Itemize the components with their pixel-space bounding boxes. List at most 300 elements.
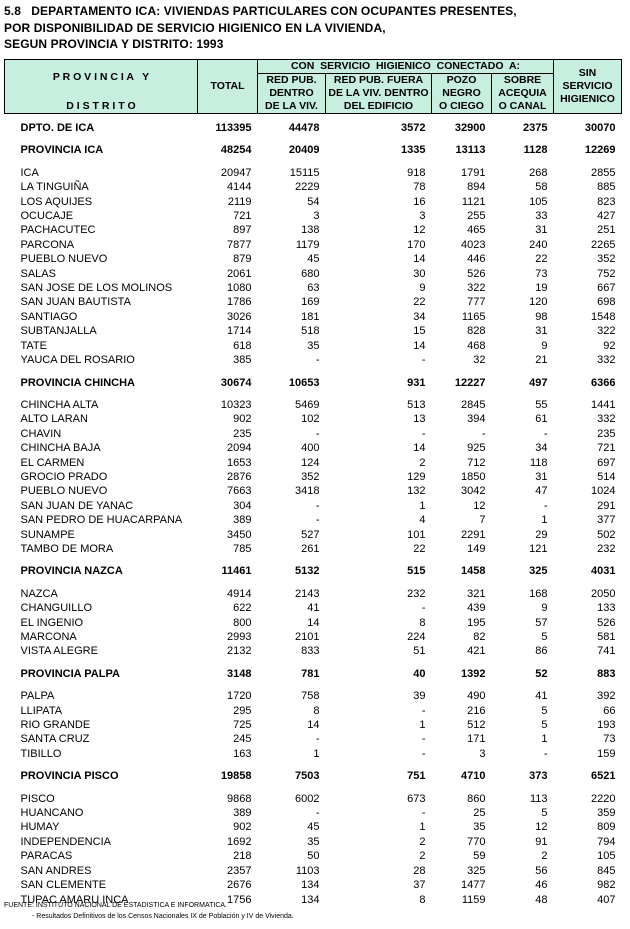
row-value: 30070 — [584, 122, 616, 134]
table-row — [5, 601, 622, 615]
row-value: 800 — [233, 616, 252, 629]
row-value: 497 — [529, 376, 548, 389]
header-red-pub-fuera: RED PUB. FUERA DE LA VIV. DENTRO DEL EDIFICIO — [326, 74, 432, 114]
row-value: - — [421, 354, 426, 367]
row-value: 105 — [597, 850, 616, 863]
row-value: 46 — [535, 879, 548, 892]
row-value: 2 — [541, 850, 548, 863]
row-value: 322 — [597, 325, 616, 338]
row-value: 1128 — [523, 144, 548, 157]
table-row — [5, 484, 622, 498]
row-value: 828 — [467, 325, 486, 338]
row-name: PALPA — [20, 690, 55, 703]
footer — [4, 900, 294, 922]
row-value: 697 — [597, 456, 616, 469]
row-value: 833 — [301, 645, 320, 658]
row-value: 5 — [541, 807, 548, 820]
row-value: 54 — [307, 195, 320, 208]
row-value: 3026 — [227, 310, 252, 323]
row-value: 1 — [313, 747, 320, 760]
row-value: 41 — [535, 690, 548, 703]
row-value: 16 — [413, 195, 426, 208]
row-value: 1720 — [227, 690, 252, 703]
row-value: 502 — [597, 528, 616, 541]
row-spacer — [5, 579, 622, 587]
row-value: 721 — [233, 210, 252, 223]
row-value: 19 — [535, 282, 548, 295]
row-value: - — [421, 807, 426, 820]
row-value: 4710 — [461, 770, 486, 783]
row-value: - — [421, 733, 426, 746]
row-name: SAN CLEMENTE — [20, 879, 107, 892]
row-value: 1 — [541, 733, 548, 746]
table-row — [5, 238, 622, 252]
row-value: 216 — [467, 704, 486, 717]
row-value: 902 — [233, 413, 252, 426]
table-row — [5, 528, 622, 542]
row-value: 129 — [407, 470, 426, 483]
row-name: PACHACUTEC — [20, 224, 96, 237]
row-value: 48254 — [220, 144, 252, 157]
row-value: 8 — [313, 704, 320, 717]
row-value: 14 — [413, 442, 426, 455]
row-value: 15115 — [289, 166, 320, 179]
row-value: 322 — [467, 282, 486, 295]
table-row — [5, 456, 622, 470]
row-name: TIBILLO — [20, 747, 62, 760]
row-value: - — [315, 354, 320, 367]
row-value: 845 — [597, 864, 616, 877]
row-value: 918 — [407, 166, 426, 179]
row-value: 232 — [407, 587, 426, 600]
row-value: 120 — [529, 296, 548, 309]
row-value: 512 — [467, 719, 486, 732]
row-value: 3572 — [401, 122, 426, 134]
row-value: 52 — [535, 667, 548, 680]
row-name: PUEBLO NUEVO — [20, 253, 108, 266]
row-value: 304 — [233, 499, 252, 512]
row-value: 2143 — [295, 587, 320, 600]
row-value: 400 — [301, 442, 320, 455]
row-value: 138 — [301, 224, 320, 237]
table-row — [5, 835, 622, 849]
row-value: 1165 — [461, 310, 486, 323]
row-value: 44478 — [288, 122, 320, 134]
row-value: 291 — [597, 499, 616, 512]
row-value: 132 — [407, 485, 426, 498]
table-row — [5, 820, 622, 834]
row-value: 35 — [307, 339, 320, 352]
row-value: 224 — [407, 631, 426, 643]
row-value: 11461 — [221, 565, 252, 578]
row-value: 1335 — [401, 144, 426, 157]
row-value: 32900 — [454, 122, 486, 134]
row-value: 1121 — [461, 195, 486, 208]
row-value: 45 — [307, 253, 320, 266]
row-value: 2094 — [227, 442, 252, 455]
row-value: 235 — [597, 427, 616, 440]
row-value: 515 — [407, 565, 426, 578]
row-value: 4023 — [461, 238, 486, 251]
row-value: 7503 — [295, 770, 320, 783]
row-value: 2993 — [227, 631, 252, 643]
table-row — [5, 849, 622, 863]
row-value: 2265 — [591, 238, 616, 251]
row-value: 181 — [301, 310, 320, 323]
row-value: 698 — [597, 296, 616, 309]
row-value: 8 — [419, 893, 426, 906]
row-value: 2 — [419, 850, 426, 863]
row-value: 673 — [407, 792, 426, 805]
row-value: 1103 — [295, 864, 320, 877]
row-value: 1756 — [227, 893, 252, 906]
row-name: CHANGUILLO — [20, 602, 93, 615]
row-value: 741 — [597, 645, 616, 658]
row-spacer — [5, 368, 622, 376]
row-value: 134 — [301, 879, 320, 892]
row-name: CHINCHA BAJA — [20, 442, 101, 455]
row-value: 30 — [413, 267, 426, 280]
row-value: 7663 — [227, 485, 252, 498]
row-value: 29 — [535, 528, 548, 541]
row-spacer — [5, 135, 622, 143]
table-body — [5, 114, 622, 907]
row-value: - — [543, 747, 548, 760]
table-row — [5, 732, 622, 746]
footer-source: FUENTE: INSTITUTO NACIONAL DE ESTADISTICA E INFORMATICA. — [4, 902, 227, 909]
row-name: PROVINCIA PISCO — [20, 770, 119, 783]
row-name: PROVINCIA PALPA — [20, 667, 120, 680]
row-value: - — [543, 499, 548, 512]
row-value: 9868 — [227, 792, 252, 805]
row-value: 4031 — [591, 565, 616, 578]
row-value: 121 — [529, 542, 548, 555]
row-value: 3450 — [227, 528, 252, 541]
title-line-2: POR DISPONIBILIDAD DE SERVICIO HIGIENICO EN LA VIVIENDA, — [4, 20, 386, 35]
row-value: 3 — [313, 210, 320, 223]
table-row — [5, 223, 622, 237]
table-row — [5, 180, 622, 194]
row-value: 680 — [301, 267, 320, 280]
row-value: - — [315, 807, 320, 820]
table-row-total — [5, 121, 622, 135]
row-value: 5 — [541, 631, 548, 643]
row-name: SAN JUAN BAUTISTA — [20, 296, 131, 309]
row-value: 1477 — [461, 879, 486, 892]
row-value: 58 — [535, 181, 548, 194]
row-value: 421 — [467, 645, 486, 658]
table-row — [5, 267, 622, 281]
row-value: 581 — [597, 631, 616, 643]
row-name: PARACAS — [20, 850, 73, 863]
row-value: 2676 — [227, 879, 252, 892]
row-value: 897 — [233, 224, 252, 237]
row-value: 7 — [479, 514, 486, 527]
row-value: 885 — [597, 181, 616, 194]
row-value: 5 — [541, 719, 548, 732]
row-value: 770 — [467, 835, 486, 848]
row-value: 377 — [597, 514, 616, 527]
row-value: 1 — [419, 499, 426, 512]
row-value: 2375 — [523, 122, 548, 134]
table-row — [5, 295, 622, 309]
row-value: 332 — [597, 354, 616, 367]
table-row — [5, 324, 622, 338]
data-table — [4, 59, 622, 907]
row-spacer — [5, 659, 622, 667]
row-value: 751 — [407, 770, 426, 783]
table-row — [5, 878, 622, 892]
row-name: PROVINCIA CHINCHA — [20, 376, 135, 389]
row-value: 7877 — [227, 238, 252, 251]
row-value: 12 — [413, 224, 426, 237]
row-value: - — [421, 747, 426, 760]
table-row — [5, 806, 622, 820]
row-name: SANTIAGO — [20, 310, 78, 323]
row-value: 392 — [597, 690, 616, 703]
row-value: 25 — [473, 807, 486, 820]
row-value: 134 — [301, 893, 320, 906]
row-value: 3 — [479, 747, 486, 760]
row-value: 332 — [597, 413, 616, 426]
row-spacer — [5, 761, 622, 769]
row-value: 352 — [597, 253, 616, 266]
table-row-total — [5, 376, 622, 390]
table-row — [5, 441, 622, 455]
row-value: 2119 — [227, 195, 252, 208]
row-value: 171 — [467, 733, 486, 746]
row-value: 61 — [535, 413, 548, 426]
row-value: 37 — [413, 879, 426, 892]
table-row — [5, 513, 622, 527]
table-row — [5, 864, 622, 878]
row-value: 295 — [233, 704, 252, 717]
row-value: 8 — [419, 616, 426, 629]
row-value: 91 — [535, 835, 548, 848]
row-value: - — [543, 427, 548, 440]
row-value: 5132 — [295, 565, 320, 578]
row-value: 92 — [603, 339, 616, 352]
row-value: 5 — [541, 704, 548, 717]
row-value: 73 — [535, 267, 548, 280]
row-value: 1714 — [227, 325, 252, 338]
row-value: 31 — [535, 470, 548, 483]
row-value: 101 — [407, 528, 426, 541]
row-value: 113395 — [215, 122, 252, 134]
row-value: 51 — [413, 645, 426, 658]
row-value: 925 — [467, 442, 486, 455]
row-name: PROVINCIA NAZCA — [20, 565, 123, 578]
row-value: 3418 — [295, 485, 320, 498]
row-value: 1548 — [591, 310, 616, 323]
row-value: 2 — [419, 456, 426, 469]
row-spacer — [5, 681, 622, 689]
table-row — [5, 353, 622, 367]
row-value: 15 — [413, 325, 426, 338]
row-value: 1392 — [461, 667, 486, 680]
row-value: 22 — [413, 542, 426, 555]
row-value: 102 — [301, 413, 320, 426]
row-value: 193 — [597, 719, 616, 732]
row-value: 14 — [307, 719, 320, 732]
table-row — [5, 542, 622, 556]
row-value: 712 — [467, 456, 486, 469]
row-name: LOS AQUIJES — [20, 195, 93, 208]
row-value: 1024 — [591, 485, 616, 498]
row-name: EL INGENIO — [20, 616, 84, 629]
row-name: LLIPATA — [20, 704, 63, 717]
header-total: TOTAL — [198, 60, 258, 114]
row-name: CHINCHA ALTA — [20, 398, 99, 411]
row-value: 30674 — [220, 376, 252, 389]
row-value: 251 — [597, 224, 616, 237]
row-value: 14 — [307, 616, 320, 629]
row-value: 20947 — [220, 166, 252, 179]
table-row — [5, 195, 622, 209]
row-value: - — [481, 427, 486, 440]
row-value: 667 — [597, 282, 616, 295]
row-name: PUEBLO NUEVO — [20, 485, 108, 498]
row-value: 622 — [233, 602, 252, 615]
row-value: 758 — [301, 690, 320, 703]
row-value: 394 — [467, 413, 486, 426]
row-value: - — [315, 427, 320, 440]
row-spacer — [5, 784, 622, 792]
row-value: 40 — [413, 667, 426, 680]
row-value: 1692 — [227, 835, 252, 848]
row-value: 2061 — [227, 267, 252, 280]
row-value: 19858 — [220, 770, 252, 783]
row-name: SANTA CRUZ — [20, 733, 90, 746]
title-line-3: SEGUN PROVINCIA Y DISTRITO: 1993 — [4, 37, 224, 51]
row-value: 47 — [535, 485, 548, 498]
row-value: 2050 — [591, 587, 616, 600]
row-value: 1 — [419, 719, 426, 732]
row-value: 1080 — [227, 282, 252, 295]
table-row — [5, 587, 622, 601]
table-row — [5, 704, 622, 718]
row-value: 2357 — [227, 864, 252, 877]
row-name: CHAVIN — [20, 427, 62, 440]
row-value: 34 — [535, 442, 548, 455]
row-value: 10653 — [288, 376, 320, 389]
row-value: 55 — [535, 398, 548, 411]
row-value: 2855 — [591, 166, 616, 179]
row-value: 63 — [307, 282, 320, 295]
row-value: 195 — [467, 616, 486, 629]
row-value: 1786 — [227, 296, 252, 309]
row-value: 35 — [473, 821, 486, 834]
footer-note: - Resultados Definitivos de los Censos Nacionales IX de Población y IV de Vivienda. — [32, 913, 294, 920]
row-value: 133 — [597, 602, 616, 615]
row-value: 31 — [535, 224, 548, 237]
table-row-total — [5, 143, 622, 157]
row-name: HUMAY — [20, 821, 60, 834]
row-value: 1 — [419, 821, 426, 834]
row-value: 168 — [529, 587, 548, 600]
row-value: 879 — [233, 253, 252, 266]
row-value: 12 — [473, 499, 486, 512]
row-name: TUPAC AMARU INCA — [20, 893, 129, 906]
row-value: 56 — [535, 864, 548, 877]
row-value: 325 — [467, 864, 486, 877]
row-value: 124 — [301, 456, 320, 469]
row-value: 105 — [529, 195, 548, 208]
table-row-total — [5, 667, 622, 681]
row-value: 446 — [467, 253, 486, 266]
row-name: PROVINCIA ICA — [20, 144, 104, 157]
row-value: 159 — [597, 747, 616, 760]
row-value: - — [421, 427, 426, 440]
row-value: 50 — [307, 850, 320, 863]
row-value: 518 — [301, 325, 320, 338]
row-value: 6002 — [295, 792, 320, 805]
table-row — [5, 747, 622, 761]
table-header — [5, 60, 622, 114]
row-value: 894 — [467, 181, 486, 194]
row-value: 6366 — [591, 376, 616, 389]
row-value: 1850 — [461, 470, 486, 483]
row-value: 1441 — [591, 398, 616, 411]
row-value: 261 — [301, 542, 320, 555]
row-name: SUBTANJALLA — [20, 325, 97, 338]
row-name: PARCONA — [20, 238, 75, 251]
row-value: 48 — [535, 893, 548, 906]
header-con-servicio: CON SERVICIO HIGIENICO CONECTADO A: — [258, 60, 554, 74]
row-value: 513 — [407, 398, 426, 411]
row-value: 255 — [467, 210, 486, 223]
row-name: NAZCA — [20, 587, 58, 600]
row-value: 2132 — [227, 645, 252, 658]
row-value: 22 — [413, 296, 426, 309]
row-value: 39 — [413, 690, 426, 703]
row-name: INDEPENDENCIA — [20, 835, 111, 848]
row-value: 1653 — [227, 456, 252, 469]
table-row — [5, 718, 622, 732]
row-value: 9 — [541, 339, 548, 352]
row-value: 490 — [467, 690, 486, 703]
row-value: 2220 — [591, 792, 616, 805]
row-value: 526 — [597, 616, 616, 629]
row-value: 1179 — [295, 238, 320, 251]
row-value: 809 — [597, 821, 616, 834]
row-value: 468 — [467, 339, 486, 352]
row-value: 4144 — [227, 181, 252, 194]
row-value: 149 — [467, 542, 486, 555]
row-value: 777 — [467, 296, 486, 309]
row-value: 31 — [535, 325, 548, 338]
row-value: 526 — [467, 267, 486, 280]
row-value: 35 — [307, 835, 320, 848]
row-value: 21 — [535, 354, 548, 367]
row-value: 781 — [301, 667, 320, 680]
row-value: 12269 — [584, 144, 616, 157]
row-value: 1159 — [461, 893, 486, 906]
row-value: 33 — [535, 210, 548, 223]
row-value: 785 — [233, 542, 252, 555]
row-value: 2845 — [461, 398, 486, 411]
row-value: 73 — [603, 733, 616, 746]
row-name: EL CARMEN — [20, 456, 85, 469]
row-value: 118 — [529, 456, 548, 469]
table-row — [5, 398, 622, 412]
row-value: 3 — [419, 210, 426, 223]
table-row — [5, 630, 622, 644]
row-value: 268 — [529, 166, 548, 179]
row-spacer — [5, 390, 622, 398]
row-name: GROCIO PRADO — [20, 470, 108, 483]
row-value: 98 — [535, 310, 548, 323]
